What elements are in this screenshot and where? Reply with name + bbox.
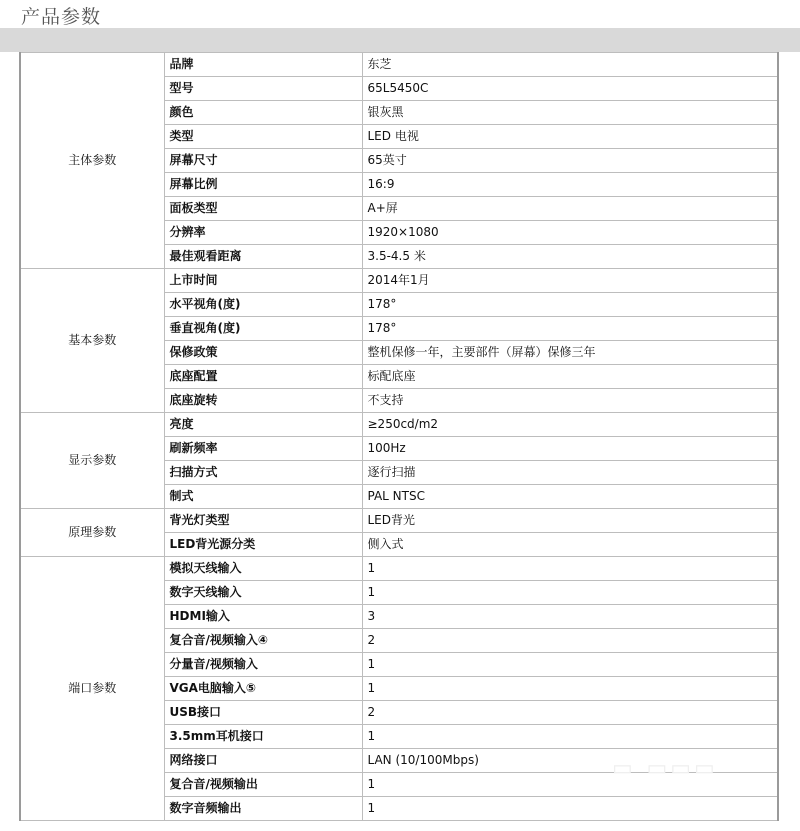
spec-value: LED背光 [362, 509, 778, 533]
group-name: 端口参数 [20, 557, 164, 821]
spec-value: LED 电视 [362, 125, 778, 149]
spec-value: 1 [362, 653, 778, 677]
spec-value: 1 [362, 725, 778, 749]
spec-row [20, 53, 778, 77]
spec-value: A+屏 [362, 197, 778, 221]
group-name: 原理参数 [20, 509, 164, 557]
spec-value: 2 [362, 629, 778, 653]
spec-value: 178° [362, 317, 778, 341]
spec-label: 保修政策 [164, 341, 362, 365]
spec-value: LAN (10/100Mbps) [362, 749, 778, 773]
spec-value: 1 [362, 557, 778, 581]
spec-value: 100Hz [362, 437, 778, 461]
spec-label: 复合音/视频输入④ [164, 629, 362, 653]
spec-value: 东芝 [362, 53, 778, 77]
spec-value: 整机保修一年，主要部件（屏幕）保修三年 [362, 341, 778, 365]
group-name: 主体参数 [20, 53, 164, 269]
spec-value: 65英寸 [362, 149, 778, 173]
spec-label: VGA电脑输入⑤ [164, 677, 362, 701]
spec-value: 1 [362, 677, 778, 701]
spec-label: 垂直视角(度) [164, 317, 362, 341]
spec-row [20, 557, 778, 581]
spec-value: 1920×1080 [362, 221, 778, 245]
spec-label: 面板类型 [164, 197, 362, 221]
spec-label: 最佳观看距离 [164, 245, 362, 269]
spec-value: 标配底座 [362, 365, 778, 389]
spec-label: 模拟天线输入 [164, 557, 362, 581]
spec-label: 数字音频输出 [164, 797, 362, 821]
spec-value: 1 [362, 581, 778, 605]
spec-label: 颜色 [164, 101, 362, 125]
spec-label: 网络接口 [164, 749, 362, 773]
spec-label: 背光灯类型 [164, 509, 362, 533]
spec-value: 16:9 [362, 173, 778, 197]
spec-label: 水平视角(度) [164, 293, 362, 317]
spec-label: 刷新频率 [164, 437, 362, 461]
spec-row [20, 269, 778, 293]
spec-value: 2014年1月 [362, 269, 778, 293]
spec-label: HDMI输入 [164, 605, 362, 629]
spec-label: 数字天线输入 [164, 581, 362, 605]
group-name: 显示参数 [20, 413, 164, 509]
header-band [0, 28, 800, 52]
spec-value: 65L5450C [362, 77, 778, 101]
spec-label: 品牌 [164, 53, 362, 77]
watermark-logo: ▭ ▭▭▭ [612, 756, 718, 781]
spec-label: 分辨率 [164, 221, 362, 245]
spec-label: 分量音/视频输入 [164, 653, 362, 677]
spec-label: 底座旋转 [164, 389, 362, 413]
spec-label: 型号 [164, 77, 362, 101]
spec-value: 178° [362, 293, 778, 317]
spec-label: 屏幕比例 [164, 173, 362, 197]
spec-label: 上市时间 [164, 269, 362, 293]
spec-label: 底座配置 [164, 365, 362, 389]
spec-value: 1 [362, 773, 778, 797]
page-title: 产品参数 [21, 6, 102, 28]
spec-value: 逐行扫描 [362, 461, 778, 485]
spec-row [20, 509, 778, 533]
spec-label: 类型 [164, 125, 362, 149]
spec-value: 3 [362, 605, 778, 629]
spec-table [19, 52, 779, 821]
spec-value: 银灰黑 [362, 101, 778, 125]
spec-label: 复合音/视频输出 [164, 773, 362, 797]
spec-label: 屏幕尺寸 [164, 149, 362, 173]
spec-value: PAL NTSC [362, 485, 778, 509]
spec-value: 1 [362, 797, 778, 821]
group-name: 基本参数 [20, 269, 164, 413]
spec-value: 3.5-4.5 米 [362, 245, 778, 269]
spec-value: 2 [362, 701, 778, 725]
spec-value: ≥250cd/m2 [362, 413, 778, 437]
spec-label: LED背光源分类 [164, 533, 362, 557]
spec-label: 3.5mm耳机接口 [164, 725, 362, 749]
spec-label: 制式 [164, 485, 362, 509]
spec-value: 不支持 [362, 389, 778, 413]
spec-row [20, 413, 778, 437]
spec-label: 亮度 [164, 413, 362, 437]
spec-value: 侧入式 [362, 533, 778, 557]
spec-table-body [20, 53, 778, 821]
spec-label: 扫描方式 [164, 461, 362, 485]
spec-label: USB接口 [164, 701, 362, 725]
